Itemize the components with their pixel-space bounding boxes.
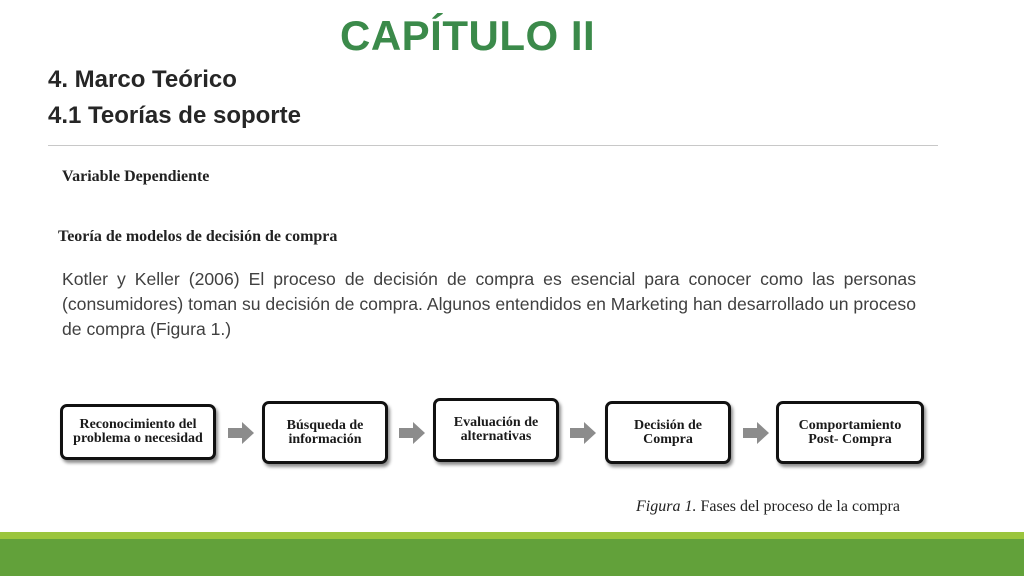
- arrow-right-icon: [228, 422, 254, 444]
- arrow-right-icon: [743, 422, 769, 444]
- footer-band-dark: [0, 539, 1024, 576]
- process-step-evaluation: Evaluación de alternativas: [433, 398, 559, 462]
- caption-label: Figura 1.: [636, 498, 697, 515]
- section-subheading: 4.1 Teorías de soporte: [48, 102, 301, 129]
- process-step-recognition: Reconocimiento del problema o necesidad: [60, 404, 216, 460]
- divider-line: [48, 145, 938, 146]
- theory-title: Teoría de modelos de decisión de compra: [58, 228, 338, 245]
- variable-label: Variable Dependiente: [62, 168, 210, 185]
- arrow-right-icon: [399, 422, 425, 444]
- body-paragraph: Kotler y Keller (2006) El proceso de decisión de compra es esencial para conocer como las personas (consumidores) toman su decisión de compra. Algunos entendidos en Marketing han desarrollado un proceso de compra (Figura 1.): [62, 269, 916, 339]
- figure-caption: [636, 498, 900, 516]
- caption-text: Fases del proceso de la compra: [696, 498, 900, 515]
- process-step-search: Búsqueda de información: [262, 401, 388, 464]
- arrow-right-icon: [570, 422, 596, 444]
- slide-title: CAPÍTULO II: [340, 12, 596, 59]
- footer-band-light: [0, 532, 1024, 539]
- process-step-decision: Decisión de Compra: [605, 401, 731, 464]
- section-heading: 4. Marco Teórico: [48, 66, 237, 93]
- process-step-post-purchase: Comportamiento Post- Compra: [776, 401, 924, 464]
